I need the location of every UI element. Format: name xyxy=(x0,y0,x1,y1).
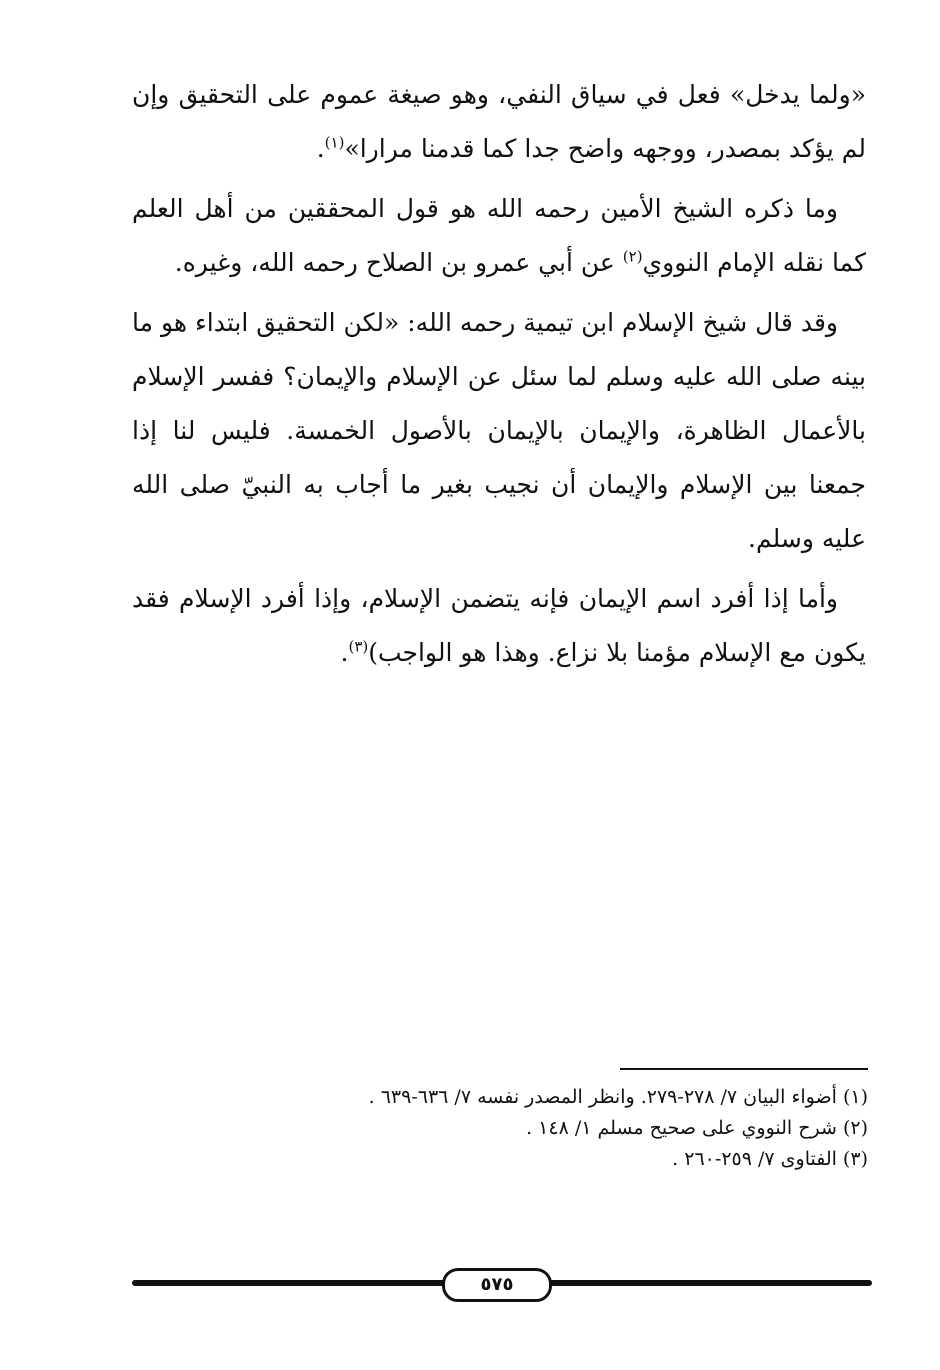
paragraph-2-text: وما ذكره الشيخ الأمين رحمه الله هو قول المحققين من أهل العلم كما نقله الإمام النووي xyxy=(132,194,866,277)
paragraph-1-text: «ولما يدخل» فعل في سياق النفي، وهو صيغة عموم على التحقيق وإن لم يؤكد بمصدر، ووجهه واضح جدا كما قدمنا مرارا» xyxy=(132,80,866,163)
paragraph-4-tail: . xyxy=(340,638,349,667)
footnotes xyxy=(330,1082,868,1175)
footnote-3: (٣) الفتاوى ٧/ ٢٥٩-٢٦٠ . xyxy=(672,1148,868,1170)
page-footer-band xyxy=(132,1268,872,1298)
footnote-ref-2: (٢) xyxy=(622,247,643,266)
footnote-2: (٢) شرح النووي على صحيح مسلم ١/ ١٤٨ . xyxy=(526,1117,868,1139)
paragraph-2-tail: عن أبي عمرو بن الصلاح رحمه الله، وغيره. xyxy=(174,248,623,277)
footnote-1: (١) أضواء البيان ٧/ ٢٧٨-٢٧٩. وانظر المصدر نفسه ٧/ ٦٣٦-٦٣٩ . xyxy=(368,1086,868,1108)
footer-rule-left xyxy=(132,1280,450,1286)
paragraph-3-text: وقد قال شيخ الإسلام ابن تيمية رحمه الله: «لكن التحقيق ابتداء هو ما بينه صلى الله عليه وسلم لما سئل عن الإسلام والإيمان؟ ففسر الإسلام بالأعمال الظاهرة، والإيمان بالإيمان بالأصول الخمسة. فليس لنا إذا جمعنا بين الإسلام والإيمان أن نجيب بغير ما أجاب به النبيّ صلى الله عليه وسلم. xyxy=(132,308,866,553)
footnote-separator xyxy=(620,1068,868,1070)
paragraph-1-tail: . xyxy=(316,134,325,163)
footnote-ref-3: (٣) xyxy=(348,637,369,656)
paragraph-2 xyxy=(132,182,866,290)
main-text xyxy=(132,68,866,686)
footnote-ref-1: (١) xyxy=(324,133,345,152)
footer-rule-right xyxy=(534,1280,872,1286)
paragraph-3 xyxy=(132,296,866,566)
paragraph-4 xyxy=(132,572,866,680)
page-number: ٥٧٥ xyxy=(442,1268,552,1302)
paragraph-4-text: وأما إذا أفرد اسم الإيمان فإنه يتضمن الإسلام، وإذا أفرد الإسلام فقد يكون مع الإسلام مؤمنا بلا نزاع. وهذا هو الواجب) xyxy=(132,584,866,667)
paragraph-1 xyxy=(132,68,866,176)
